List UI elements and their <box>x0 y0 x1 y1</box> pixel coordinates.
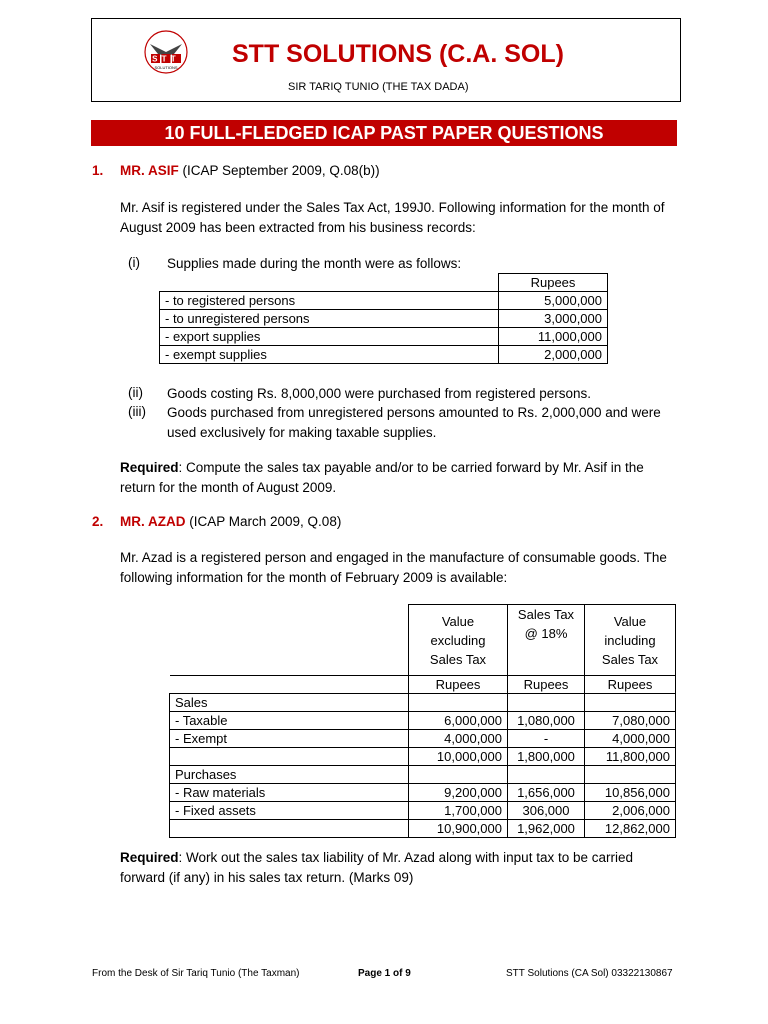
table-row: - Taxable 6,000,000 1,080,000 7,080,000 <box>170 712 676 730</box>
q2-sales-table <box>169 604 676 838</box>
table-cell: - to unregistered persons <box>160 310 499 328</box>
table-row <box>160 310 608 328</box>
table-row <box>160 292 608 310</box>
q1-required-label: Required <box>120 460 179 475</box>
footer-left: From the Desk of Sir Tariq Tunio (The Taxman) <box>92 968 300 979</box>
table-cell: 11,000,000 <box>499 328 608 346</box>
col-head-including: Value including Sales Tax <box>585 605 676 676</box>
unit-cell: Rupees <box>409 676 508 694</box>
q1-item3-text: Goods purchased from unregistered persons amounted to Rs. 2,000,000 and were used exclusively for making taxable supplies. <box>167 405 661 440</box>
table-row <box>160 346 608 364</box>
col-head-excluding: Value excluding Sales Tax <box>409 605 508 676</box>
q1-item1-text: Supplies made during the month were as follows: <box>167 256 462 271</box>
q1-ref: (ICAP September 2009, Q.08(b)) <box>178 163 380 178</box>
table-cell: 2,000,000 <box>499 346 608 364</box>
logo-text: STT <box>152 54 180 64</box>
q2-required-text: : Work out the sales tax liability of Mr. Azad along with input tax to be carried forward (if any) in his sales tax return. (Marks 09) <box>120 850 633 885</box>
table-row <box>160 274 608 292</box>
q2-intro: Mr. Azad is a registered person and engaged in the manufacture of consumable goods. The following information for the month of February 2009 is available: <box>120 550 667 585</box>
q1-name: MR. ASIF <box>120 163 179 178</box>
q2-name: MR. AZAD <box>120 514 186 529</box>
unit-cell: Rupees <box>508 676 585 694</box>
q1-item2-number: (ii) <box>128 385 143 400</box>
q2-number: 2. <box>92 514 104 529</box>
table-row <box>160 328 608 346</box>
q1-number: 1. <box>92 163 104 178</box>
section-banner: 10 FULL-FLEDGED ICAP PAST PAPER QUESTIONS <box>91 120 677 146</box>
table-row: Purchases <box>170 766 676 784</box>
unit-cell: Rupees <box>585 676 676 694</box>
q2-required-label: Required <box>120 850 179 865</box>
table-row <box>170 676 676 694</box>
q2-heading <box>120 514 341 529</box>
table-cell: - to registered persons <box>160 292 499 310</box>
table-row: 10,000,000 1,800,000 11,800,000 <box>170 748 676 766</box>
stt-logo <box>136 30 196 80</box>
q1-required-text: : Compute the sales tax payable and/or to be carried forward by Mr. Asif in the return for the month of August 2009. <box>120 460 644 495</box>
q1-required <box>120 458 680 498</box>
table-cell: - export supplies <box>160 328 499 346</box>
logo-caption: SOLUTIONS <box>154 65 178 70</box>
table-row: 10,900,000 1,962,000 12,862,000 <box>170 820 676 838</box>
table-cell: 3,000,000 <box>499 310 608 328</box>
brand-title: STT SOLUTIONS (C.A. SOL) <box>232 40 564 68</box>
table-row: - Exempt 4,000,000 - 4,000,000 <box>170 730 676 748</box>
brand-subtitle: SIR TARIQ TUNIO (THE TAX DADA) <box>288 81 469 93</box>
q2-ref: (ICAP March 2009, Q.08) <box>185 514 342 529</box>
q1-item1-number: (i) <box>128 255 140 270</box>
footer-page-number: Page 1 of 9 <box>358 968 411 979</box>
q1-item3-number: (iii) <box>128 404 146 419</box>
table-cell: 5,000,000 <box>499 292 608 310</box>
table-row: Sales <box>170 694 676 712</box>
col-head-salestax: Sales Tax @ 18% <box>508 605 585 676</box>
q1-item2-text: Goods costing Rs. 8,000,000 were purchased from registered persons. <box>167 386 591 401</box>
table-header: Rupees <box>499 274 608 292</box>
q1-heading <box>120 163 380 178</box>
q2-required <box>120 848 680 888</box>
table-row: - Fixed assets 1,700,000 306,000 2,006,000 <box>170 802 676 820</box>
footer-right: STT Solutions (CA Sol) 03322130867 <box>506 968 673 979</box>
table-row <box>170 605 676 676</box>
table-row: - Raw materials 9,200,000 1,656,000 10,856,000 <box>170 784 676 802</box>
q1-supplies-table <box>159 273 608 364</box>
table-cell: - exempt supplies <box>160 346 499 364</box>
q1-intro: Mr. Asif is registered under the Sales Tax Act, 199J0. Following information for the month of August 2009 has been extracted from his business records: <box>120 200 665 235</box>
